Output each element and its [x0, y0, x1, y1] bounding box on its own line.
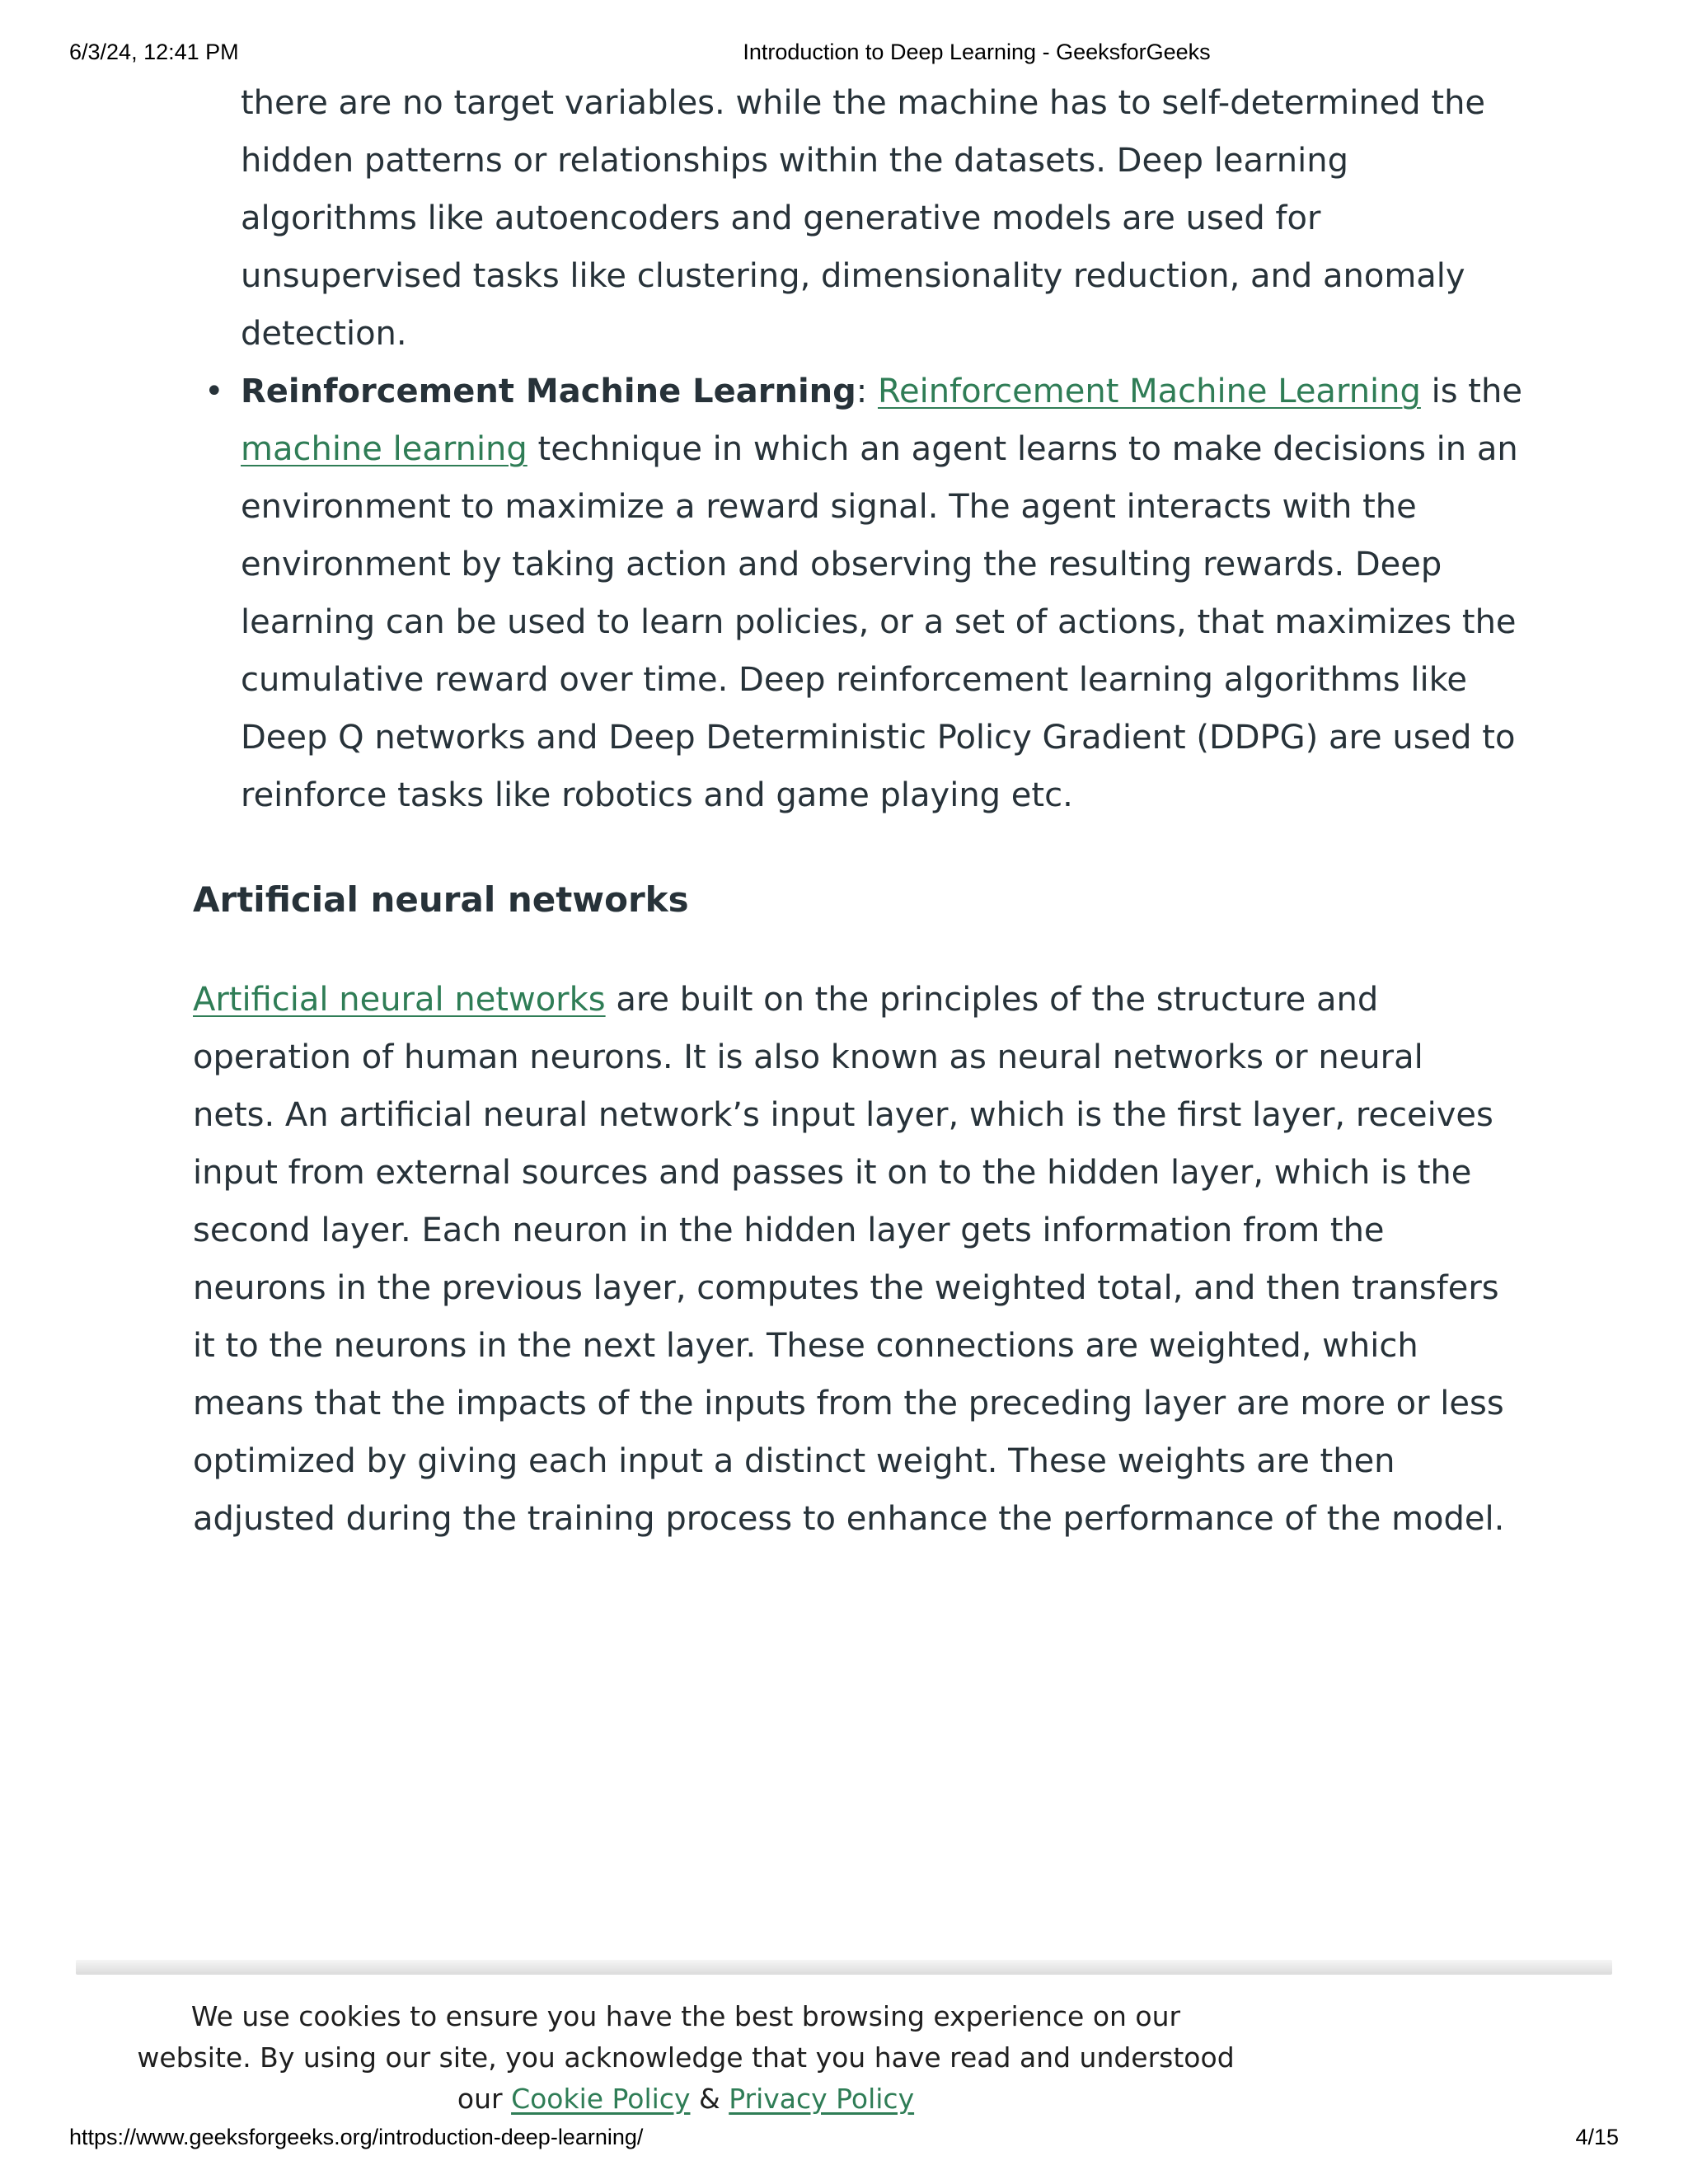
bullet-dot: •	[204, 373, 224, 410]
privacy-policy-link[interactable]: Privacy Policy	[729, 2083, 915, 2115]
list-item-reinforcement	[204, 363, 1526, 824]
cookie-policy-link[interactable]: Cookie Policy	[511, 2083, 691, 2115]
reinforcement-learning-link[interactable]: Reinforcement Machine Learning	[877, 373, 1421, 410]
learning-types-list	[193, 363, 1522, 824]
article-content	[193, 74, 1522, 1548]
cookie-banner-shadow	[76, 1960, 1612, 1975]
print-page-number: 4/15	[1575, 2125, 1619, 2149]
ann-section-heading: Artificial neural networks	[193, 879, 689, 920]
ann-paragraph	[193, 971, 1512, 1548]
term-colon: :	[856, 373, 868, 410]
unsupervised-continuation-text: there are no target variables. while the machine has to self-determined the hidden patterns or relationships within the datasets. Deep learning algorithms like autoencoders and generative models are used for unsupervised tasks like clustering, dimensionality reduction, and anomaly detection.	[241, 84, 1486, 353]
cookie-banner	[76, 1975, 1612, 2115]
print-datetime: 6/3/24, 12:41 PM	[69, 40, 239, 64]
reinforcement-text-1: is the	[1420, 373, 1522, 410]
cookie-separator: &	[690, 2083, 729, 2115]
ann-paragraph-text: are built on the principles of the structure and operation of human neurons. It is also known as neural networks or neural nets. An artificial neural network’s input layer, which is the first layer, receives input from external sources and passes it on to the hidden layer, which is the second layer. Each neuron in the hidden layer gets information from the neurons in the previous layer, computes the weighted total, and then transfers it to the neurons in the next layer. These connections are weighted, which means that the impacts of the inputs from the preceding layer are more or less optimized by giving each input a distinct weight. These weights are then adjusted during the training process to enhance the performance of the model.	[193, 981, 1505, 1538]
artificial-neural-networks-link[interactable]: Artificial neural networks	[193, 981, 606, 1019]
reinforcement-term: Reinforcement Machine Learning	[241, 373, 856, 410]
print-header	[0, 40, 1688, 68]
print-footer	[0, 2125, 1688, 2153]
print-url: https://www.geeksforgeeks.org/introduction-deep-learning/	[69, 2125, 644, 2149]
reinforcement-text-2: technique in which an agent learns to make decisions in an environment to maximize a reward signal. The agent interacts with the environment by taking action and observing the resulting rewards. Deep learning can be used to learn policies, or a set of actions, that maximizes the cumulative reward over time. Deep reinforcement learning algorithms like Deep Q networks and Deep Deterministic Policy Gradient (DDPG) are used to reinforce tasks like robotics and game playing etc.	[241, 430, 1518, 814]
print-page-title: Introduction to Deep Learning - GeeksforGeeks	[743, 40, 1211, 64]
cookie-banner-text	[134, 1996, 1238, 2120]
cookie-message: We use cookies to ensure you have the best browsing experience on our website. By using our site, you acknowledge that you have read and understood our	[137, 2000, 1235, 2115]
machine-learning-link[interactable]: machine learning	[241, 430, 528, 468]
